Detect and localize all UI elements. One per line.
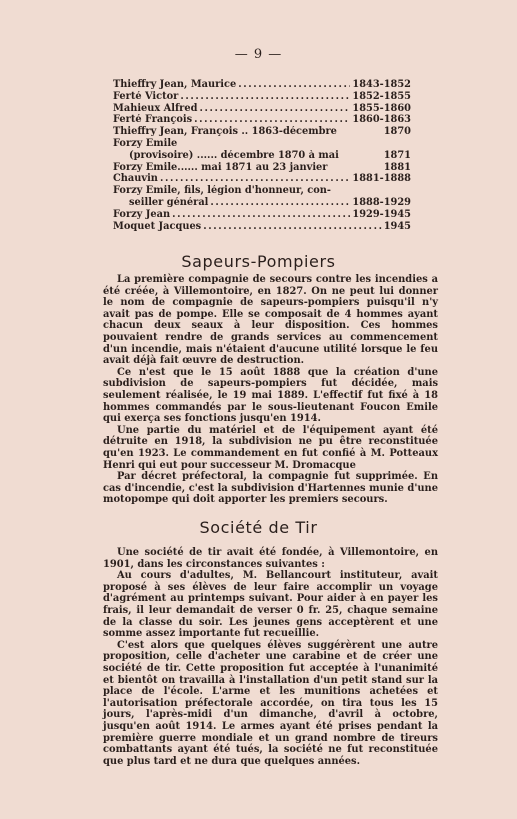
mayor-name: Mahieux Alfred	[113, 102, 198, 114]
mayor-name: seiller général	[129, 196, 209, 208]
mayor-name: Forzy Emile, fils, légion d'honneur, con-	[113, 185, 331, 197]
tir-paragraph: Au cours d'adultes, M. Bellancourt instituteur, avait proposé à ses élèves de leur faire accomplir un voyage d'agrément au printemps suivant. Pour aider à en payer les frais, il leur demandait de verser 0 fr. 25, chaque semaine de la classe du soir. Les jeunes gens acceptèrent et une somme assez importante fut recueillie.	[103, 570, 438, 640]
leader-dots	[199, 103, 350, 115]
mayor-dates: 1855-1860	[352, 102, 411, 114]
mayor-name: Forzy Emile	[113, 137, 178, 149]
leader-dots	[160, 173, 350, 185]
sapeurs-paragraph: Ce n'est que le 15 août 1888 que la création d'une subdivision de sapeurs-pompiers fut décidée, mais seulement réalisée, le 19 mai 1889. L'effectif fut fixé à 18 hommes commandés par le sous-lieutenant Foucon Emile qui exerça ses fonctions jusqu'en 1914.	[103, 366, 438, 425]
mayor-dates: 1843-1852	[352, 79, 411, 90]
sapeurs-paragraph: La première compagnie de secours contre les incendies a été créée, à Villemontoire, en 1827. On ne peut lui donner le nom de compagnie de sapeurs-pompiers puisqu'il n'y avait pas de pompe. Elle se composait de 4 hommes ayant chacun deux seaux à leur disposition. Ces hommes pouvaient rendre de grands services au commencement d'un incendie, mais n'étaient d'aucune utilité lorsque le feu avait déjà fait œuvre de destruction.	[103, 274, 438, 367]
mayor-row	[113, 150, 411, 162]
mayor-dates: 1945	[383, 220, 411, 232]
mayor-dates: 1852-1855	[352, 90, 411, 102]
mayor-row	[113, 173, 411, 185]
mayor-name: Thieffry Jean, François .. 1863-décembre	[113, 126, 337, 138]
mayor-row	[113, 221, 411, 233]
mayor-name: (provisoire) ...... décembre 1870 à mai	[129, 149, 339, 161]
mayor-dates: 1860-1863	[352, 114, 411, 126]
leader-dots	[194, 114, 350, 126]
mayor-row	[113, 185, 411, 197]
leader-dots	[203, 221, 382, 233]
mayor-row	[113, 79, 411, 91]
sapeurs-text	[103, 274, 438, 506]
sapeurs-paragraph: Par décret préfectoral, la compagnie fut supprimée. En cas d'incendie, c'est la subdivision d'Hartennes munie d'une motopompe qui doit apporter les premiers secours.	[103, 471, 438, 506]
mayor-name: Ferté François	[113, 114, 193, 126]
mayor-name: Moquet Jacques	[113, 220, 202, 232]
leader-dots	[180, 91, 350, 103]
mayor-row	[113, 114, 411, 126]
mayor-row	[113, 197, 411, 209]
mayor-row	[113, 138, 411, 150]
tir-text	[103, 547, 438, 767]
page-number: — 9 —	[234, 47, 283, 62]
mayor-dates: 1870	[383, 126, 411, 138]
mayor-name: Chauvin	[113, 173, 158, 185]
sapeurs-paragraph: Une partie du matériel et de l'équipement ayant été détruite en 1918, la subdivision ne pu être reconstituée qu'en 1923. Le commandement en fut confié à M. Potteaux Henri qui eut pour successeur M. Dromacque	[103, 424, 438, 471]
mayor-name: Forzy Emile...... mai 1871 au 23 janvier	[113, 161, 328, 173]
mayor-dates: 1881-1888	[352, 173, 411, 185]
mayor-dates: 1888-1929	[352, 196, 411, 208]
mayor-row	[113, 162, 411, 174]
tir-paragraph: C'est alors que quelques élèves suggérèrent une autre proposition, celle d'acheter une carabine et de créer une société de tir. Cette proposition fut acceptée à l'unanimité et bientôt on travailla à l'installation d'un petit stand sur la place de l'école. L'arme et les munitions achetées et l'autorisation préfectorale accordée, on tira tous les 15 jours, l'après-midi d'un dimanche, d'avril à octobre, jusqu'en août 1914. Le armes ayant été prises pendant la première guerre mondiale et un grand nombre de tireurs combattants ayant été tués, la société ne fut reconstituée que plus tard et ne dura que quelques années.	[103, 639, 438, 767]
mayor-row	[113, 91, 411, 103]
sapeurs-title: Sapeurs-Pompiers	[181, 252, 336, 271]
mayor-name: Forzy Jean	[113, 208, 171, 220]
mayors-list	[113, 79, 411, 232]
mayor-dates: 1929-1945	[352, 208, 411, 220]
mayor-dates: 1881	[383, 161, 411, 173]
tir-title: Société de Tir	[199, 518, 318, 537]
mayor-name: Ferté Victor	[113, 90, 179, 102]
mayor-name: Thieffry Jean, Maurice	[113, 79, 237, 90]
leader-dots	[172, 209, 350, 221]
tir-paragraph: Une société de tir avait été fondée, à Villemontoire, en 1901, dans les circonstances suivantes :	[103, 547, 438, 570]
mayor-row	[113, 209, 411, 221]
mayor-dates: 1871	[383, 149, 411, 161]
mayor-row	[113, 103, 411, 115]
leader-dots	[210, 197, 350, 209]
mayor-row	[113, 126, 411, 138]
leader-dots	[238, 79, 350, 91]
